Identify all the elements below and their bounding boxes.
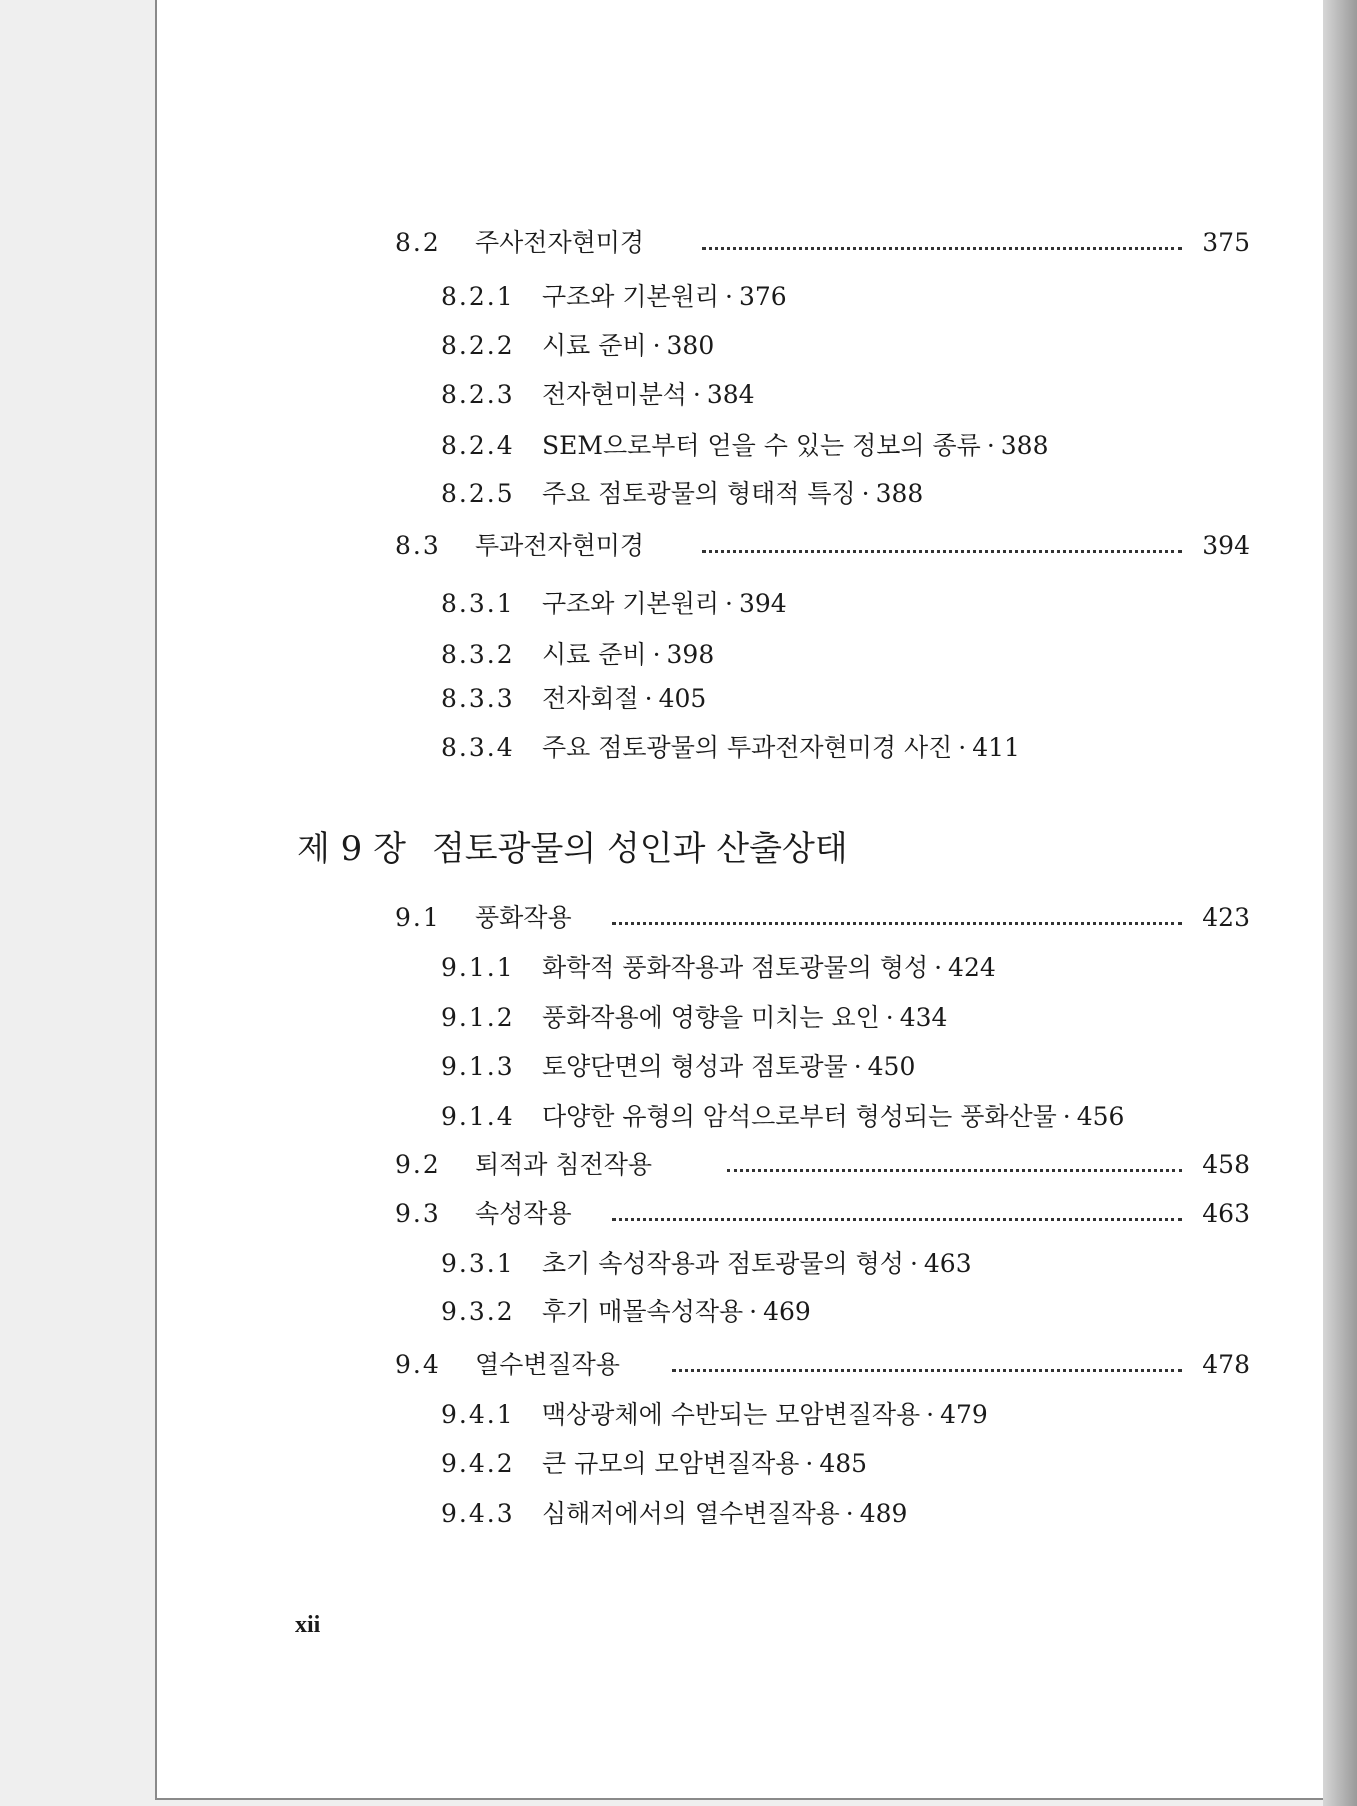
subsection-entry bbox=[542, 1494, 907, 1534]
dot-leader bbox=[672, 1369, 1182, 1372]
bullet-separator: · bbox=[749, 1297, 758, 1326]
toc-subsection-row bbox=[157, 1494, 1330, 1534]
page-folio: xii bbox=[295, 1612, 321, 1638]
section-number: 9.4 bbox=[395, 1350, 441, 1379]
subsection-number: 8.2.1 bbox=[441, 282, 515, 311]
toc-subsection-row bbox=[157, 584, 1330, 624]
subsection-title: 다양한 유형의 암석으로부터 형성되는 풍화산물 bbox=[542, 1102, 1057, 1131]
section-number: 9.2 bbox=[395, 1150, 441, 1179]
section-page-number: 394 bbox=[1202, 531, 1250, 560]
toc-subsection-row bbox=[157, 1244, 1330, 1284]
subsection-page-number: 394 bbox=[738, 589, 787, 618]
toc-subsection-row bbox=[157, 948, 1330, 988]
dot-leader bbox=[612, 1218, 1182, 1221]
subsection-page-number: 388 bbox=[1000, 431, 1049, 460]
bullet-separator: · bbox=[845, 1499, 854, 1528]
toc-subsection-row bbox=[157, 679, 1330, 719]
subsection-title: 주요 점토광물의 투과전자현미경 사진 bbox=[542, 733, 953, 762]
bullet-separator: · bbox=[986, 431, 995, 460]
bullet-separator: · bbox=[644, 684, 653, 713]
subsection-entry bbox=[542, 679, 706, 719]
bullet-separator: · bbox=[909, 1249, 918, 1278]
toc-subsection-row bbox=[157, 1047, 1330, 1087]
toc-section-row bbox=[157, 898, 1330, 938]
toc-section-row bbox=[157, 1145, 1330, 1185]
bullet-separator: · bbox=[725, 282, 733, 311]
subsection-entry bbox=[542, 426, 1048, 466]
toc-subsection-row bbox=[157, 375, 1330, 415]
section-title: 주사전자현미경 bbox=[475, 228, 645, 257]
subsection-number: 8.3.2 bbox=[441, 640, 515, 669]
bullet-separator: · bbox=[885, 1003, 894, 1032]
section-number: 8.2 bbox=[395, 228, 441, 257]
toc-subsection-row bbox=[157, 1395, 1330, 1435]
section-page-number: 478 bbox=[1202, 1350, 1250, 1379]
toc-subsection-row bbox=[157, 426, 1330, 466]
subsection-number: 9.1.3 bbox=[441, 1052, 515, 1081]
subsection-page-number: 380 bbox=[666, 331, 715, 360]
subsection-number: 9.4.2 bbox=[441, 1449, 515, 1478]
subsection-entry bbox=[542, 948, 996, 988]
subsection-number: 9.3.1 bbox=[441, 1249, 515, 1278]
subsection-page-number: 424 bbox=[948, 953, 996, 982]
dot-leader bbox=[702, 247, 1182, 250]
toc-subsection-row bbox=[157, 326, 1330, 366]
subsection-title: 주요 점토광물의 형태적 특징 bbox=[542, 479, 856, 508]
subsection-title: 후기 매몰속성작용 bbox=[542, 1297, 744, 1326]
bullet-separator: · bbox=[652, 331, 661, 360]
subsection-title: 큰 규모의 모암변질작용 bbox=[542, 1449, 800, 1478]
subsection-title: 맥상광체에 수반되는 모암변질작용 bbox=[542, 1400, 921, 1429]
section-title: 투과전자현미경 bbox=[475, 531, 645, 560]
subsection-entry bbox=[542, 635, 714, 675]
subsection-entry bbox=[542, 375, 755, 415]
toc-section-row bbox=[157, 1194, 1330, 1234]
subsection-page-number: 398 bbox=[666, 640, 715, 669]
section-number: 8.3 bbox=[395, 531, 441, 560]
subsection-page-number: 388 bbox=[875, 479, 924, 508]
toc-subsection-row bbox=[157, 1097, 1330, 1137]
subsection-page-number: 411 bbox=[972, 733, 1020, 762]
toc-subsection-row bbox=[157, 1292, 1330, 1332]
subsection-page-number: 479 bbox=[940, 1400, 988, 1429]
subsection-number: 8.2.4 bbox=[441, 431, 515, 460]
subsection-title: 심해저에서의 열수변질작용 bbox=[542, 1499, 840, 1528]
toc-section-row bbox=[157, 526, 1330, 566]
subsection-number: 8.2.3 bbox=[441, 380, 515, 409]
page-gutter-shadow bbox=[1323, 0, 1357, 1806]
subsection-entry bbox=[542, 1395, 988, 1435]
toc-subsection-row bbox=[157, 728, 1330, 768]
book-page bbox=[155, 0, 1330, 1800]
section-title: 속성작용 bbox=[475, 1199, 572, 1228]
bullet-separator: · bbox=[861, 479, 870, 508]
toc-subsection-row bbox=[157, 474, 1330, 514]
subsection-page-number: 485 bbox=[819, 1449, 868, 1478]
subsection-number: 8.2.2 bbox=[441, 331, 515, 360]
section-number: 9.3 bbox=[395, 1199, 441, 1228]
subsection-entry bbox=[542, 1047, 915, 1087]
bullet-separator: · bbox=[652, 640, 661, 669]
toc-subsection-row bbox=[157, 277, 1330, 317]
dot-leader bbox=[612, 922, 1182, 925]
bullet-separator: · bbox=[853, 1052, 862, 1081]
subsection-entry bbox=[542, 584, 787, 624]
subsection-title: 풍화작용에 영향을 미치는 요인 bbox=[542, 1003, 880, 1032]
chapter-label: 제 9 장 bbox=[297, 829, 406, 869]
subsection-title: 전자현미분석 bbox=[542, 380, 687, 409]
subsection-entry bbox=[542, 1444, 867, 1484]
subsection-entry bbox=[542, 1244, 972, 1284]
subsection-entry bbox=[542, 277, 787, 317]
subsection-page-number: 384 bbox=[706, 380, 755, 409]
subsection-number: 9.4.3 bbox=[441, 1499, 515, 1528]
section-number: 9.1 bbox=[395, 903, 441, 932]
section-title: 풍화작용 bbox=[475, 903, 572, 932]
subsection-title: 구조와 기본원리 bbox=[542, 589, 719, 618]
subsection-number: 8.3.3 bbox=[441, 684, 515, 713]
bullet-separator: · bbox=[1062, 1102, 1071, 1131]
toc-section-row bbox=[157, 223, 1330, 263]
subsection-entry bbox=[542, 728, 1020, 768]
bullet-separator: · bbox=[692, 380, 701, 409]
subsection-title: 초기 속성작용과 점토광물의 형성 bbox=[542, 1249, 904, 1278]
subsection-number: 8.3.1 bbox=[441, 589, 515, 618]
subsection-page-number: 434 bbox=[899, 1003, 948, 1032]
dot-leader bbox=[727, 1169, 1182, 1172]
subsection-title: 시료 준비 bbox=[542, 640, 647, 669]
subsection-number: 9.3.2 bbox=[441, 1297, 515, 1326]
bullet-separator: · bbox=[958, 733, 967, 762]
subsection-number: 8.2.5 bbox=[441, 479, 515, 508]
subsection-entry bbox=[542, 1292, 811, 1332]
section-title: 열수변질작용 bbox=[475, 1350, 620, 1379]
subsection-entry bbox=[542, 474, 923, 514]
toc-subsection-row bbox=[157, 998, 1330, 1038]
subsection-title: 시료 준비 bbox=[542, 331, 647, 360]
subsection-page-number: 463 bbox=[923, 1249, 972, 1278]
subsection-page-number: 489 bbox=[859, 1499, 908, 1528]
subsection-title: 화학적 풍화작용과 점토광물의 형성 bbox=[542, 953, 929, 982]
subsection-title: 구조와 기본원리 bbox=[542, 282, 719, 311]
subsection-title: 전자회절 bbox=[542, 684, 639, 713]
section-page-number: 375 bbox=[1202, 228, 1250, 257]
subsection-number: 9.1.2 bbox=[441, 1003, 515, 1032]
subsection-title: 토양단면의 형성과 점토광물 bbox=[542, 1052, 848, 1081]
subsection-page-number: 376 bbox=[738, 282, 787, 311]
toc-section-row bbox=[157, 1345, 1330, 1385]
bullet-separator: · bbox=[725, 589, 733, 618]
section-page-number: 463 bbox=[1202, 1199, 1250, 1228]
subsection-page-number: 450 bbox=[867, 1052, 916, 1081]
bullet-separator: · bbox=[934, 953, 943, 982]
chapter-heading bbox=[297, 826, 848, 872]
bullet-separator: · bbox=[805, 1449, 814, 1478]
subsection-entry bbox=[542, 1097, 1124, 1137]
bullet-separator: · bbox=[926, 1400, 935, 1429]
subsection-entry bbox=[542, 326, 714, 366]
subsection-number: 9.1.4 bbox=[441, 1102, 515, 1131]
subsection-page-number: 405 bbox=[658, 684, 707, 713]
subsection-title: SEM으로부터 얻을 수 있는 정보의 종류 bbox=[542, 431, 981, 460]
section-page-number: 423 bbox=[1202, 903, 1250, 932]
subsection-entry bbox=[542, 998, 947, 1038]
toc-subsection-row bbox=[157, 1444, 1330, 1484]
subsection-number: 9.4.1 bbox=[441, 1400, 515, 1429]
toc-subsection-row bbox=[157, 635, 1330, 675]
section-page-number: 458 bbox=[1202, 1150, 1250, 1179]
subsection-page-number: 469 bbox=[763, 1297, 811, 1326]
subsection-number: 9.1.1 bbox=[441, 953, 515, 982]
section-title: 퇴적과 침전작용 bbox=[475, 1150, 652, 1179]
chapter-title: 점토광물의 성인과 산출상태 bbox=[431, 829, 848, 869]
dot-leader bbox=[702, 550, 1182, 553]
subsection-number: 8.3.4 bbox=[441, 733, 515, 762]
subsection-page-number: 456 bbox=[1076, 1102, 1125, 1131]
